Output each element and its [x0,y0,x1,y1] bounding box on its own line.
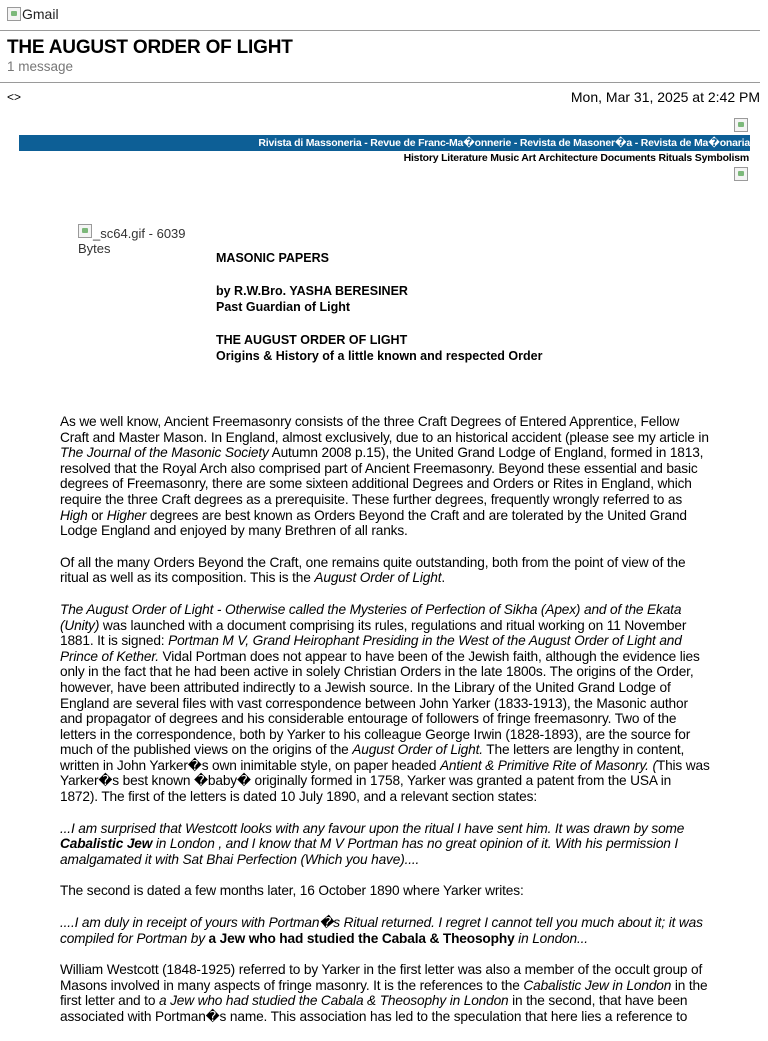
broken-image-icon [78,224,92,238]
text-run: As we well know, Ancient Freemasonry consists of the three Craft Degrees of Entered Apprentice, Fellow Craft and Master Mason. In England, almost exclusively, due to an historical accident (please see my article in [60,414,709,445]
divider [0,82,760,83]
section-label: MASONIC PAPERS [216,251,329,265]
message-date: Mon, Mar 31, 2025 at 2:42 PM [570,89,760,105]
byline-block [216,283,542,315]
gmail-logo [7,6,59,22]
text-run: Of all the many Orders Beyond the Craft, one remains quite outstanding, both from the point of view of the ritual as well as its composition. This is the [60,554,686,586]
article-header [216,250,542,381]
text-run: William Westcott (1848-1925) referred to by Yarker in the first letter was also a member of the occult group of Masons involved in many aspects of fringe masonry. It is the references to the [60,962,703,993]
broken-image-icon [734,118,748,132]
paragraph [60,555,710,586]
paragraph [60,414,710,539]
text-run: August Order of Light. [352,742,483,758]
text-run: in London , and I know that M V Portman has no great opinion of it. With his permission I amalgamated it with Sat Bhai Perfection (Which you have).... [60,836,679,867]
text-run: degrees are best known as Orders Beyond the Craft and are tolerated by the United Grand Lodge England and enjoyed by many Brethren of all ranks. [60,507,687,539]
quote [60,915,710,946]
text-run: Antient & Primitive Rite of Masonry. ( [439,757,657,773]
text-run: in London... [514,930,588,946]
text-run: . [441,570,446,586]
divider [0,30,760,31]
article-image-alt-text: _sc64.gif - 6039 Bytes [78,226,186,256]
text-run: The August Order of Light - Otherwise called the Mysteries of Perfection of Sikha (Apex) and of the Ekata (Unity) [60,601,682,633]
text-run: High [60,507,88,523]
article-body [60,414,710,1041]
paragraph [60,602,710,805]
text-run: This was Yarker�s best known �baby� originally formed in 1758, Yarker was granted a patent from the USA in 1872). The first of the letters is dated 10 July 1890, and a relevant section states: [60,757,710,805]
text-run: or [87,507,107,523]
text-run: Autumn 2008 p.15), the United Grand Lodge of England, formed in 1813, resolved that the Royal Arch also comprised part of Ancient Freemasonry. Beyond these essential and basic degrees of Freemasonry, there are some sixteen additional Degrees and Orders or Rites in England, which require the three Craft degrees as a prerequisite. These further degrees, frequently wrongly referred to as [60,445,704,507]
byline: by R.W.Bro. YASHA BERESINER [216,284,408,298]
text-run: August Order of Light [314,570,442,586]
text-run: ...I am surprised that Westcott looks with any favour upon the ritual I have sent him. It was drawn by some [60,820,685,836]
site-subnav[interactable]: History Literature Music Art Architecture Documents Rituals Symbolism [403,152,749,164]
article-image [78,224,208,256]
broken-image-icon [734,167,748,181]
paragraph [60,962,710,1024]
title-block [216,332,542,364]
text-run: The Journal of the Masonic Society [60,445,269,461]
message-count: 1 message [7,59,74,74]
text-run: a Jew who had studied the Cabala & Theosophy [208,930,515,946]
text-run: Portman M V, Grand Heirophant Presiding in the West of the August Order of Light and Prince of Kether. [60,633,682,664]
gmail-logo-alt-text: Gmail [22,6,59,22]
sender: <> [7,90,22,104]
text-run: ....I am duly in receipt of yours with Portman�s Ritual returned. I regret I cannot tell you much about it; it was compiled for Portman by [60,915,703,946]
text-run: a Jew who had studied the Cabala & Theosophy in London [158,993,509,1009]
broken-image-icon [7,7,21,21]
paragraph: The second is dated a few months later, 16 October 1890 where Yarker writes: [60,883,524,899]
text-run: Cabalistic Jew [60,836,153,852]
text-run: Cabalistic Jew in London [523,977,672,993]
author-role: Past Guardian of Light [216,300,351,314]
text-run: was launched with a document comprising its rules, regulations and ritual working on 11 November 1881. It is signed: [60,617,687,649]
text-run: Higher [106,507,147,523]
text-run: The letters are lengthy in content, written in John Yarker�s own inimitable style, on paper headed [60,742,685,773]
text-run: in the second, that have been associated with Portman�s name. This association has led to the speculation that here lies a reference to [60,993,688,1024]
text-run: in the first letter and to [60,977,708,1009]
text-run: Vidal Portman does not appear to have been of the Jewish faith, although the evidence lies only in the fact that he had been active in solely Christian Orders in the late 1800s. The origins of the Order, however, have been attributed indirectly to a Jewish source. In the Library of the United Grand Lodge of England are several files with vast correspondence between John Yarker (1833-1913), the Masonic author and propagator of degrees and his considerable entourage of followers of fringe freemasonry. Two of the letters in the correspondence, both by Yarker to his colleague George Irwin (1828-1893), are the source for much of the published views on the origins of the [60,648,700,758]
quote [60,821,710,868]
article-subtitle: Origins & History of a little known and respected Order [216,349,543,363]
email-subject: THE AUGUST ORDER OF LIGHT [7,37,293,58]
site-banner[interactable]: Rivista di Massoneria - Revue de Franc-Ma�onnerie - Revista de Masoner�a - Revista de Ma�onaria [19,135,750,151]
article-title: THE AUGUST ORDER OF LIGHT [216,333,408,347]
